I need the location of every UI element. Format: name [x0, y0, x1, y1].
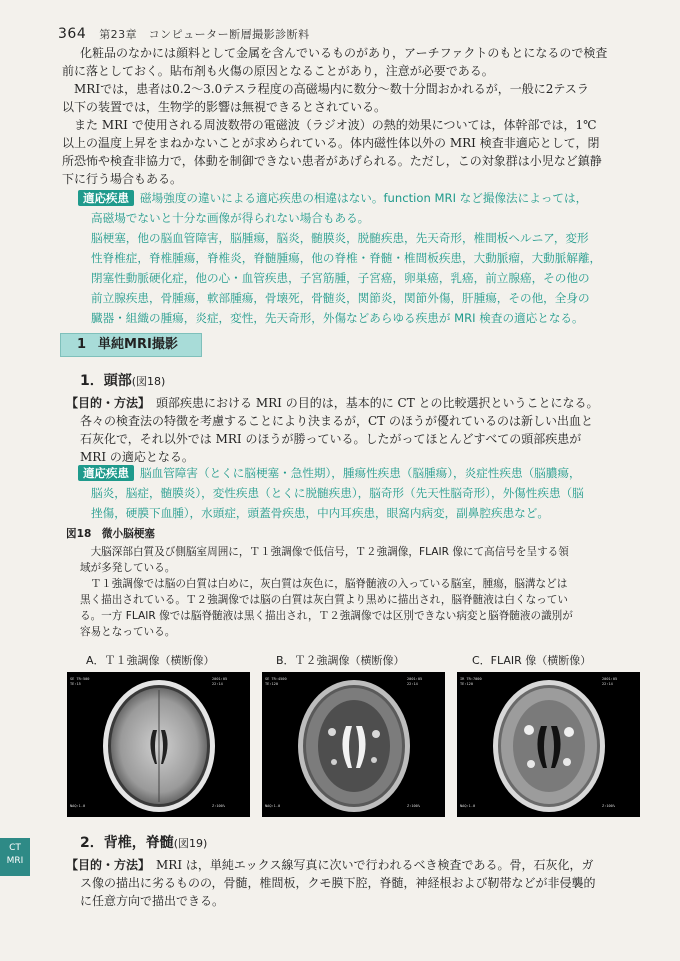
subheading-label: 2．背椎，脊髄	[80, 835, 174, 851]
text-line: MRI は，単純エックス線写真に次いで行われるべき検査である。骨，石灰化，ガ	[156, 858, 594, 872]
text-line: また MRI で使用される周波数帯の電磁波（ラジオ波）の熱的効果については，体幹部では，1℃	[62, 118, 597, 132]
subheading-spine	[80, 832, 207, 852]
text-line: 閉塞性動脈硬化症，他の心・血管疾患，子宮筋腫，子宮癌，卵巣癌，乳癌，前立腺癌，その他の	[91, 271, 590, 285]
svg-text:2001:05: 2001:05	[602, 677, 618, 681]
running-header	[58, 26, 310, 42]
svg-text:NAQ:1.0: NAQ:1.0	[70, 804, 86, 808]
figure-caption	[66, 526, 636, 640]
subheading-label: 1．頭部	[80, 373, 132, 389]
indication-block-1	[78, 188, 638, 328]
text-line: 容易となっている。	[80, 626, 176, 638]
svg-text:22:14: 22:14	[407, 682, 418, 686]
svg-text:NAQ:1.0: NAQ:1.0	[265, 804, 281, 808]
text-line: 以上の温度上昇をまねかないことが求められている。体内磁性体以外の MRI 検査非適応として，閉	[62, 136, 600, 150]
purpose-label: 【目的・方法】	[66, 858, 151, 872]
svg-text:SE TR:500: SE TR:500	[70, 677, 90, 681]
caption-b: B．Ｔ２強調像（横断像）	[276, 654, 405, 667]
text-line: る。一方 FLAIR 像では脳脊髄液は黒く描出され，Ｔ２強調像では区別できない病変と脳脊髄液の識別が	[80, 610, 573, 622]
svg-text:Z:100%: Z:100%	[407, 804, 420, 808]
indication-block-2	[78, 463, 648, 523]
text-line: 前に落としておく。貼布剤も火傷の原因となることがあり，注意が必要である。	[62, 64, 494, 78]
text-line: 各々の検査法の特徴を考慮することにより決まるが，CT のほうが優れているのは新しい出血と	[80, 414, 594, 428]
text-line: 前立腺疾患，骨腫瘍，軟部腫瘍，骨壊死，骨髄炎，関節炎，関節外傷，肝腫瘍，その他，全身の	[91, 291, 590, 305]
svg-text:22:14: 22:14	[212, 682, 223, 686]
text-line: 所恐怖や検査非協力で，体動を制御できない患者があげられる。ただし，この対象群は小児など鎮静	[62, 154, 602, 168]
text-line: 脳血管障害（とくに脳梗塞・急性期），腫瘍性疾患（脳腫瘍），炎症性疾患（脳膿瘍，	[140, 466, 581, 480]
svg-text:Z:100%: Z:100%	[602, 804, 615, 808]
text-line: 臓器・組織の腫瘍，炎症，変性，先天奇形，外傷などあらゆる疾患が MRI 検査の適応となる。	[91, 311, 584, 325]
text-line: MRI の適応となる。	[80, 450, 194, 464]
text-line: 域が多発している。	[80, 562, 176, 574]
text-line: 脳梗塞，他の脳血管障害，脳腫瘍，脳炎，髄膜炎，脱髄疾患，先天奇形，椎間板ヘルニア，変形	[91, 231, 589, 245]
text-line: 挫傷，硬膜下血腫），水頭症，頭蓋骨疾患，中内耳疾患，眼窩内病変，副鼻腔疾患など。	[91, 506, 549, 520]
purpose-block-2	[66, 856, 646, 910]
figure-ref: (図19)	[173, 837, 208, 850]
chapter-title: 第23章 コンピューター断層撮影診断料	[99, 28, 310, 41]
mri-image-t2	[262, 672, 445, 817]
mri-image-t1	[67, 672, 250, 817]
text-line: 石灰化で，それ以外では MRI のほうが勝っている。したがってほとんどすべての頭部疾患が	[80, 432, 582, 446]
page-number: 364	[58, 26, 87, 42]
svg-text:SE TR:4500: SE TR:4500	[265, 677, 287, 681]
text-line: 下に行う場合もある。	[62, 172, 183, 186]
mri-image-flair	[457, 672, 640, 817]
svg-text:Z:100%: Z:100%	[212, 804, 225, 808]
purpose-block-1	[66, 394, 646, 466]
side-tab-label: CT	[9, 843, 21, 853]
section-heading	[60, 333, 202, 357]
section-number: 1	[77, 337, 87, 352]
text-line: 磁場強度の違いによる適応疾患の相違はない。function MRI など撮像法によっては，	[140, 191, 588, 205]
svg-text:NAQ:1.0: NAQ:1.0	[460, 804, 476, 808]
svg-text:TE:120: TE:120	[460, 682, 473, 686]
text-line: MRIでは，患者は0.2～3.0テスラ程度の高磁場内に数分～数十分間おかれるが，一般に2テスラ	[62, 82, 589, 96]
text-line: に任意方向で描出できる。	[80, 894, 225, 908]
figure-ref: (図18)	[131, 375, 166, 388]
svg-text:IR TR:7000: IR TR:7000	[460, 677, 482, 681]
text-line: 高磁場でないと十分な画像が得られない場合もある。	[91, 211, 370, 225]
text-line: 頭部疾患における MRI の目的は，基本的に CT との比較選択ということになる。	[156, 396, 599, 410]
caption-c: C．FLAIR 像（横断像）	[472, 654, 592, 667]
text-line: 性脊椎症，脊椎腫瘍，脊椎炎，脊髄腫瘍，他の脊椎・脊髄・椎間板疾患，大動脈瘤，大動脈解離，	[91, 251, 602, 265]
text-line: 大脳深部白質及び側脳室周囲に，Ｔ１強調像で低信号，Ｔ２強調像，FLAIR 像にて高信号を呈する領	[80, 546, 569, 558]
text-line: 以下の装置では，生物学的影響は無視できるとされている。	[62, 100, 387, 114]
text-line: 化粧品のなかには顔料として金属を含んでいるものがあり，アーチファクトのもとになるので検査	[80, 46, 608, 60]
section-title: 単純MRI撮影	[98, 337, 178, 352]
subheading-head	[80, 370, 165, 390]
text-line: ス像の描出に劣るものの，骨髄，椎間板，クモ膜下腔，脊髄，神経根および靭帯などが非侵襲的	[80, 876, 596, 890]
text-line: 脳炎，脳症，髄膜炎），変性疾患（とくに脱髄疾患），脳奇形（先天性脳奇形），外傷性疾患（脳	[91, 486, 584, 500]
svg-text:2001:05: 2001:05	[407, 677, 423, 681]
figure-title: 図18 微小脳梗塞	[66, 528, 155, 540]
svg-text:2001:05: 2001:05	[212, 677, 228, 681]
svg-text:TE:15: TE:15	[70, 682, 81, 686]
svg-text:TE:120: TE:120	[265, 682, 278, 686]
caption-a: A．Ｔ１強調像（横断像）	[86, 654, 215, 667]
svg-text:22:14: 22:14	[602, 682, 613, 686]
side-index-tab	[0, 838, 30, 876]
indication-tag: 適応疾患	[78, 190, 134, 206]
side-tab-label: MRI	[6, 856, 24, 866]
purpose-label: 【目的・方法】	[66, 396, 151, 410]
text-line: 黒く描出されている。Ｔ２強調像では脳の白質は灰白質より黒めに描出され，脳脊髄液は白くなってい	[80, 594, 568, 606]
text-line: Ｔ１強調像では脳の白質は白めに，灰白質は灰色に，脳脊髄液の入っている脳室，腫瘍，脳溝などは	[80, 578, 568, 590]
intro-paragraph	[62, 44, 608, 188]
indication-tag: 適応疾患	[78, 465, 134, 481]
